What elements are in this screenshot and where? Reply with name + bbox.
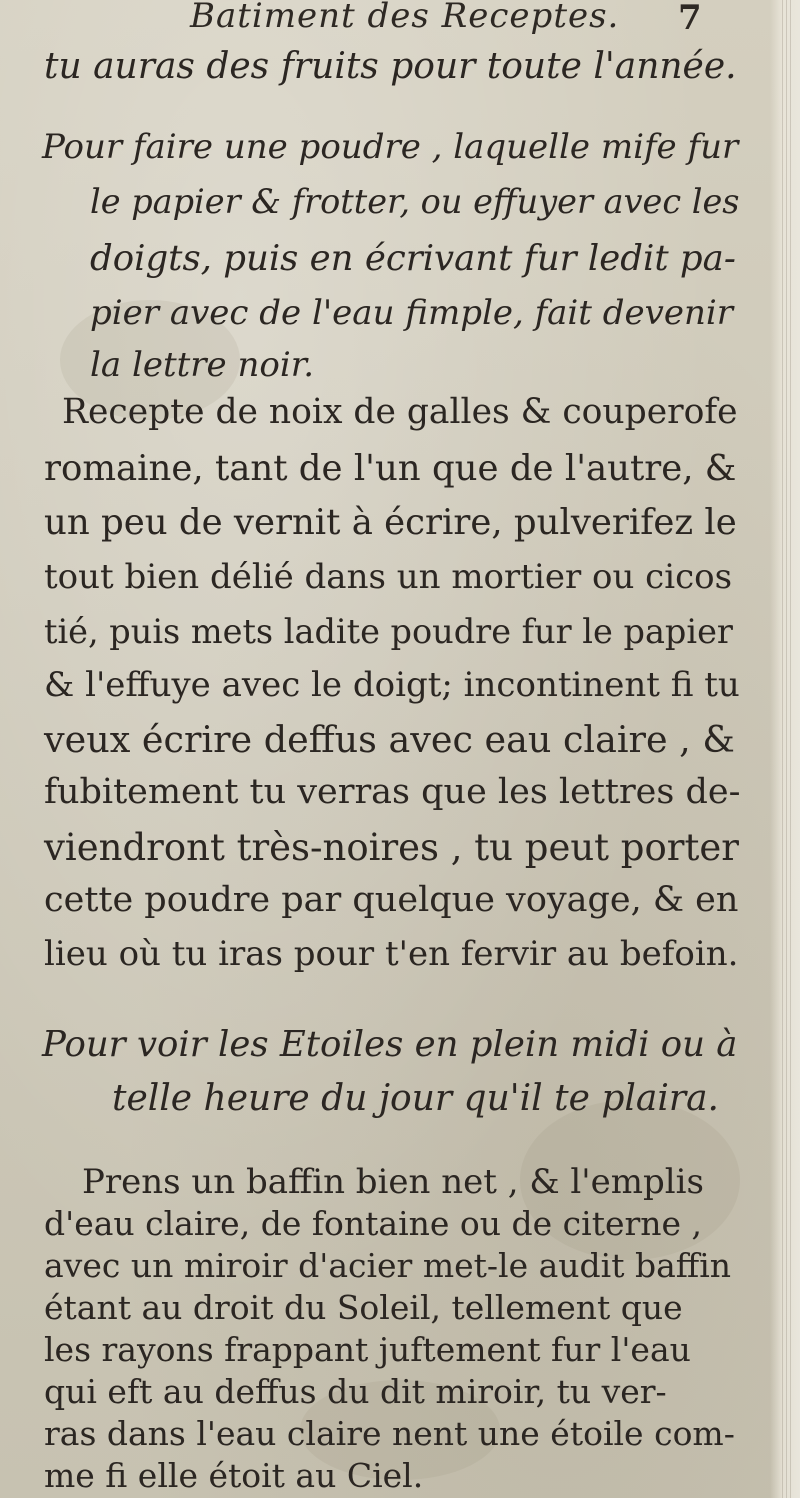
text-line: me fi elle étoit au Ciel. <box>44 1456 424 1495</box>
page-header <box>0 0 770 46</box>
text-line: pier avec de l'eau fimple, fait devenir <box>90 293 734 333</box>
text-line: ras dans l'eau claire nent une étoile com- <box>44 1414 735 1453</box>
page-edge-leaves <box>782 0 794 1498</box>
text-line: étant au droit du Soleil, tellement que <box>44 1288 683 1327</box>
section-title-line: telle heure du jour qu'il te plaira. <box>112 1078 719 1119</box>
text-line: la lettre noir. <box>90 345 315 385</box>
text-line: romaine, tant de l'un que de l'autre, & <box>44 448 737 489</box>
text-line: Prens un baffin bien net , & l'emplis <box>82 1162 704 1202</box>
text-line: Recepte de noix de galles & couperofe <box>62 392 738 432</box>
text-line: avec un miroir d'acier met-le audit baffin <box>44 1246 732 1285</box>
text-line: les rayons frappant juftement fur l'eau <box>44 1330 691 1369</box>
text-line: un peu de vernit à écrire, pulverifez le <box>44 502 737 543</box>
text-line: fubitement tu verras que les lettres de- <box>44 772 741 812</box>
text-line: viendront très-noires , tu peut porter <box>44 826 739 869</box>
text-line: & l'effuye avec le doigt; incontinent fi tu <box>44 665 740 705</box>
text-line: tié, puis mets ladite poudre fur le papier <box>44 612 733 651</box>
text-line: veux écrire deffus avec eau claire , & <box>44 718 735 761</box>
text-line: Pour faire une poudre , laquelle mife fur <box>42 127 739 167</box>
text-line: le papier & frotter, ou effuyer avec les <box>90 182 740 221</box>
text-line: cette poudre par quelque voyage, & en <box>44 880 739 920</box>
section-title-line: Pour voir les Etoiles en plein midi ou à <box>42 1024 738 1065</box>
text-line: d'eau claire, de fontaine ou de citerne , <box>44 1204 703 1243</box>
text-line: tout bien délié dans un mortier ou cicos <box>44 557 733 597</box>
text-line: lieu où tu iras pour t'en fervir au befoin. <box>44 934 739 974</box>
text-line: qui eft au deffus du dit miroir, tu ver- <box>44 1372 667 1411</box>
page-number: 7 <box>678 0 702 38</box>
running-title: Batiment des Receptes. <box>190 0 620 36</box>
text-line: doigts, puis en écrivant fur ledit pa- <box>90 238 736 279</box>
text-line: tu auras des fruits pour toute l'année. <box>44 46 737 87</box>
